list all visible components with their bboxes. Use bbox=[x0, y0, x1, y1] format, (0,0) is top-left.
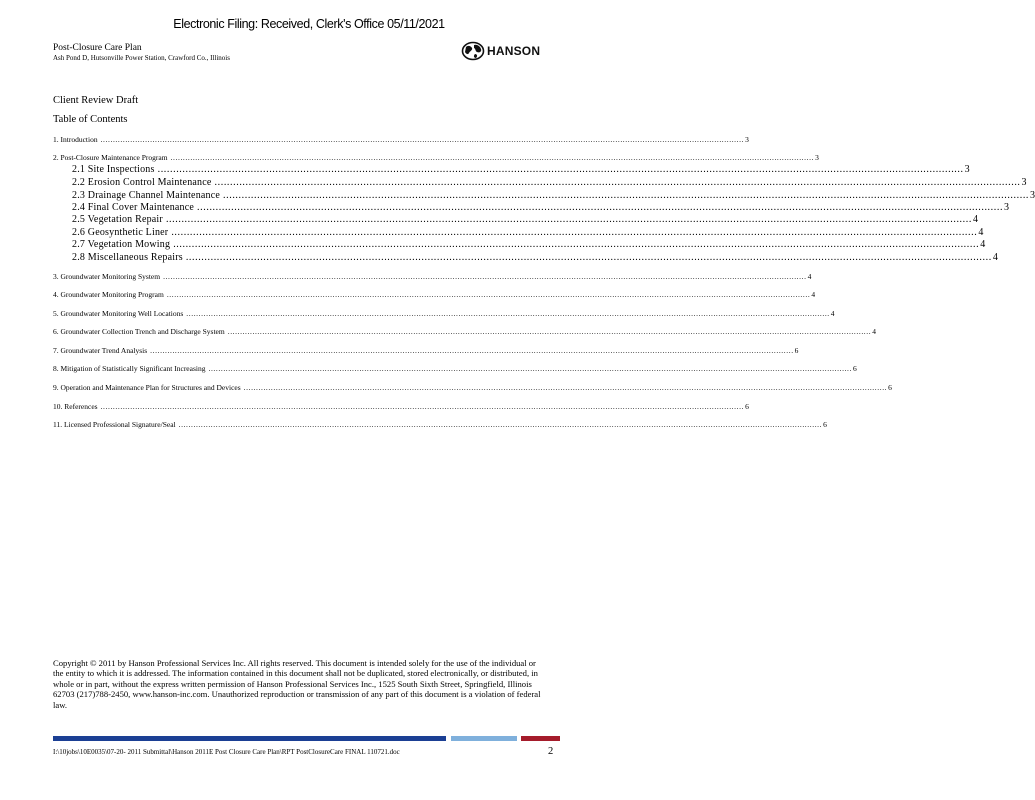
toc-entry-label: 11. Licensed Professional Signature/Seal bbox=[53, 420, 176, 429]
toc-entry bbox=[72, 164, 970, 175]
toc-entry bbox=[72, 239, 986, 250]
toc-entry-page: 6 bbox=[852, 364, 857, 373]
toc-entry-label: 2.4 Final Cover Maintenance bbox=[72, 202, 195, 213]
footer-file-path: I:\10jobs\10E0035\07-20- 2011 Submittal\Hanson 2011E Post Closure Care Plan\RPT PostClosureCare FINAL 110721.doc bbox=[53, 748, 400, 756]
logo-text: HANSON bbox=[487, 44, 541, 58]
toc-entry-label: 7. Groundwater Trend Analysis bbox=[53, 346, 148, 355]
toc-entry bbox=[53, 290, 816, 299]
toc-leader-dots: .................................................................................................................................................................................................................................................................... bbox=[163, 272, 807, 281]
footer-bar-light-blue bbox=[451, 736, 517, 741]
footer-bar-navy bbox=[53, 736, 446, 741]
toc-entry-label: 2.1 Site Inspections bbox=[72, 164, 155, 175]
header-subtitle: Ash Pond D, Hutsonville Power Station, Crawford Co., Illinois bbox=[53, 54, 230, 62]
toc-leader-dots: .................................................................................................................................................................................................................................................................... bbox=[227, 327, 872, 336]
toc-entry-page: 6 bbox=[823, 420, 827, 429]
toc-entry-label: 2.6 Geosynthetic Liner bbox=[72, 227, 169, 238]
toc-entry-label: 8. Mitigation of Statistically Significant Increasing bbox=[53, 364, 206, 373]
toc-entry-page: 3 bbox=[964, 164, 970, 175]
toc-entry-label: 10. References bbox=[53, 402, 98, 411]
toc-leader-dots: .................................................................................................................................................................................................................................................................... bbox=[185, 252, 992, 263]
toc-entry bbox=[53, 402, 749, 411]
toc-leader-dots: .................................................................................................................................................................................................................................................................... bbox=[197, 202, 1004, 213]
toc-leader-dots: .................................................................................................................................................................................................................................................................... bbox=[100, 402, 745, 411]
toc-entry-label: 2.5 Vegetation Repair bbox=[72, 214, 163, 225]
toc-leader-dots: .................................................................................................................................................................................................................................................................... bbox=[100, 135, 745, 144]
toc-entry-page: 4 bbox=[992, 252, 999, 263]
toc-entry-page: 3 bbox=[1030, 190, 1035, 201]
toc-entry-page: 6 bbox=[745, 402, 749, 411]
toc-leader-dots: .................................................................................................................................................................................................................................................................... bbox=[186, 309, 830, 318]
toc-entry-label: 9. Operation and Maintenance Plan for Structures and Devices bbox=[53, 383, 241, 392]
toc-entry-label: 2. Post-Closure Maintenance Program bbox=[53, 153, 168, 162]
toc-leader-dots: .................................................................................................................................................................................................................................................................... bbox=[150, 346, 794, 355]
toc-entry bbox=[72, 177, 1027, 188]
toc-entry bbox=[53, 327, 876, 336]
draft-label: Client Review Draft bbox=[53, 95, 139, 106]
toc-entry bbox=[53, 346, 799, 355]
toc-entry-page: 3 bbox=[815, 153, 819, 162]
toc-entry-page: 3 bbox=[1004, 202, 1010, 213]
toc-leader-dots: .................................................................................................................................................................................................................................................................... bbox=[170, 153, 815, 162]
toc-entry-label: 4. Groundwater Monitoring Program bbox=[53, 290, 164, 299]
toc-entry-page: 6 bbox=[888, 383, 892, 392]
toc-entry-label: 2.2 Erosion Control Maintenance bbox=[72, 177, 212, 188]
toc-entry-label: 1. Introduction bbox=[53, 135, 98, 144]
toc-leader-dots: .................................................................................................................................................................................................................................................................... bbox=[157, 164, 964, 175]
toc-entry-label: 6. Groundwater Collection Trench and Discharge System bbox=[53, 327, 225, 336]
toc-entry bbox=[72, 227, 984, 238]
toc-entry bbox=[72, 252, 999, 263]
toc-entry-page: 4 bbox=[872, 327, 876, 336]
toc-entry-label: 2.7 Vegetation Mowing bbox=[72, 239, 171, 250]
hanson-logo bbox=[461, 40, 540, 62]
toc-entry bbox=[53, 272, 812, 281]
copyright-notice: Copyright © 2011 by Hanson Professional Services Inc. All rights reserved. This document is intended solely for the use of the individual or the entity to which it is addressed. The information contained in this document shall not be duplicated, stored electronically, or distributed, in whole or in part, without the express written permission of Hanson Professional Services Inc., 1525 South Sixth Street, Springfield, Illinois 62703 (217)788-2450, www.hanson-inc.com. Unauthorized reproduction or transmission of any part of this document is a violation of federal law. bbox=[53, 658, 541, 710]
footer-bar-red bbox=[521, 736, 560, 741]
toc-entry bbox=[72, 202, 1010, 213]
toc-leader-dots: .................................................................................................................................................................................................................................................................... bbox=[171, 227, 978, 238]
toc-leader-dots: .................................................................................................................................................................................................................................................................... bbox=[243, 383, 888, 392]
toc-entry bbox=[53, 135, 749, 144]
toc-entry-page: 4 bbox=[980, 239, 986, 250]
toc-entry bbox=[53, 383, 892, 392]
toc-entry-page: 4 bbox=[807, 272, 812, 281]
toc-entry-label: 2.8 Miscellaneous Repairs bbox=[72, 252, 183, 263]
toc-leader-dots: .................................................................................................................................................................................................................................................................... bbox=[173, 239, 980, 250]
toc-entry-page: 3 bbox=[1021, 177, 1027, 188]
toc-entry-page: 4 bbox=[972, 214, 979, 225]
toc-leader-dots: .................................................................................................................................................................................................................................................................... bbox=[166, 290, 811, 299]
toc-leader-dots: .................................................................................................................................................................................................................................................................... bbox=[208, 364, 852, 373]
toc-entry-page: 6 bbox=[794, 346, 799, 355]
toc-leader-dots: .................................................................................................................................................................................................................................................................... bbox=[165, 214, 972, 225]
toc-entry bbox=[72, 190, 1035, 201]
toc-entry-page: 4 bbox=[830, 309, 835, 318]
toc-entry bbox=[53, 364, 857, 373]
toc-entry-page: 3 bbox=[745, 135, 749, 144]
page-number: 2 bbox=[548, 746, 554, 757]
toc-leader-dots: .................................................................................................................................................................................................................................................................... bbox=[223, 190, 1030, 201]
toc-leader-dots: .................................................................................................................................................................................................................................................................... bbox=[178, 420, 823, 429]
toc-entry bbox=[53, 309, 835, 318]
electronic-filing-stamp: Electronic Filing: Received, Clerk's Office 05/11/2021 bbox=[173, 17, 445, 31]
toc-entry bbox=[72, 214, 979, 225]
toc-entry-page: 4 bbox=[811, 290, 816, 299]
toc-title: Table of Contents bbox=[53, 114, 128, 125]
toc-entry-label: 2.3 Drainage Channel Maintenance bbox=[72, 190, 221, 201]
globe-icon bbox=[461, 41, 485, 61]
toc-leader-dots: .................................................................................................................................................................................................................................................................... bbox=[214, 177, 1021, 188]
header-title: Post-Closure Care Plan bbox=[53, 43, 142, 53]
toc-entry-label: 5. Groundwater Monitoring Well Locations bbox=[53, 309, 184, 318]
toc-entry-page: 4 bbox=[978, 227, 984, 238]
toc-entry-label: 3. Groundwater Monitoring System bbox=[53, 272, 161, 281]
toc-entry bbox=[53, 153, 819, 162]
toc-entry bbox=[53, 420, 827, 429]
